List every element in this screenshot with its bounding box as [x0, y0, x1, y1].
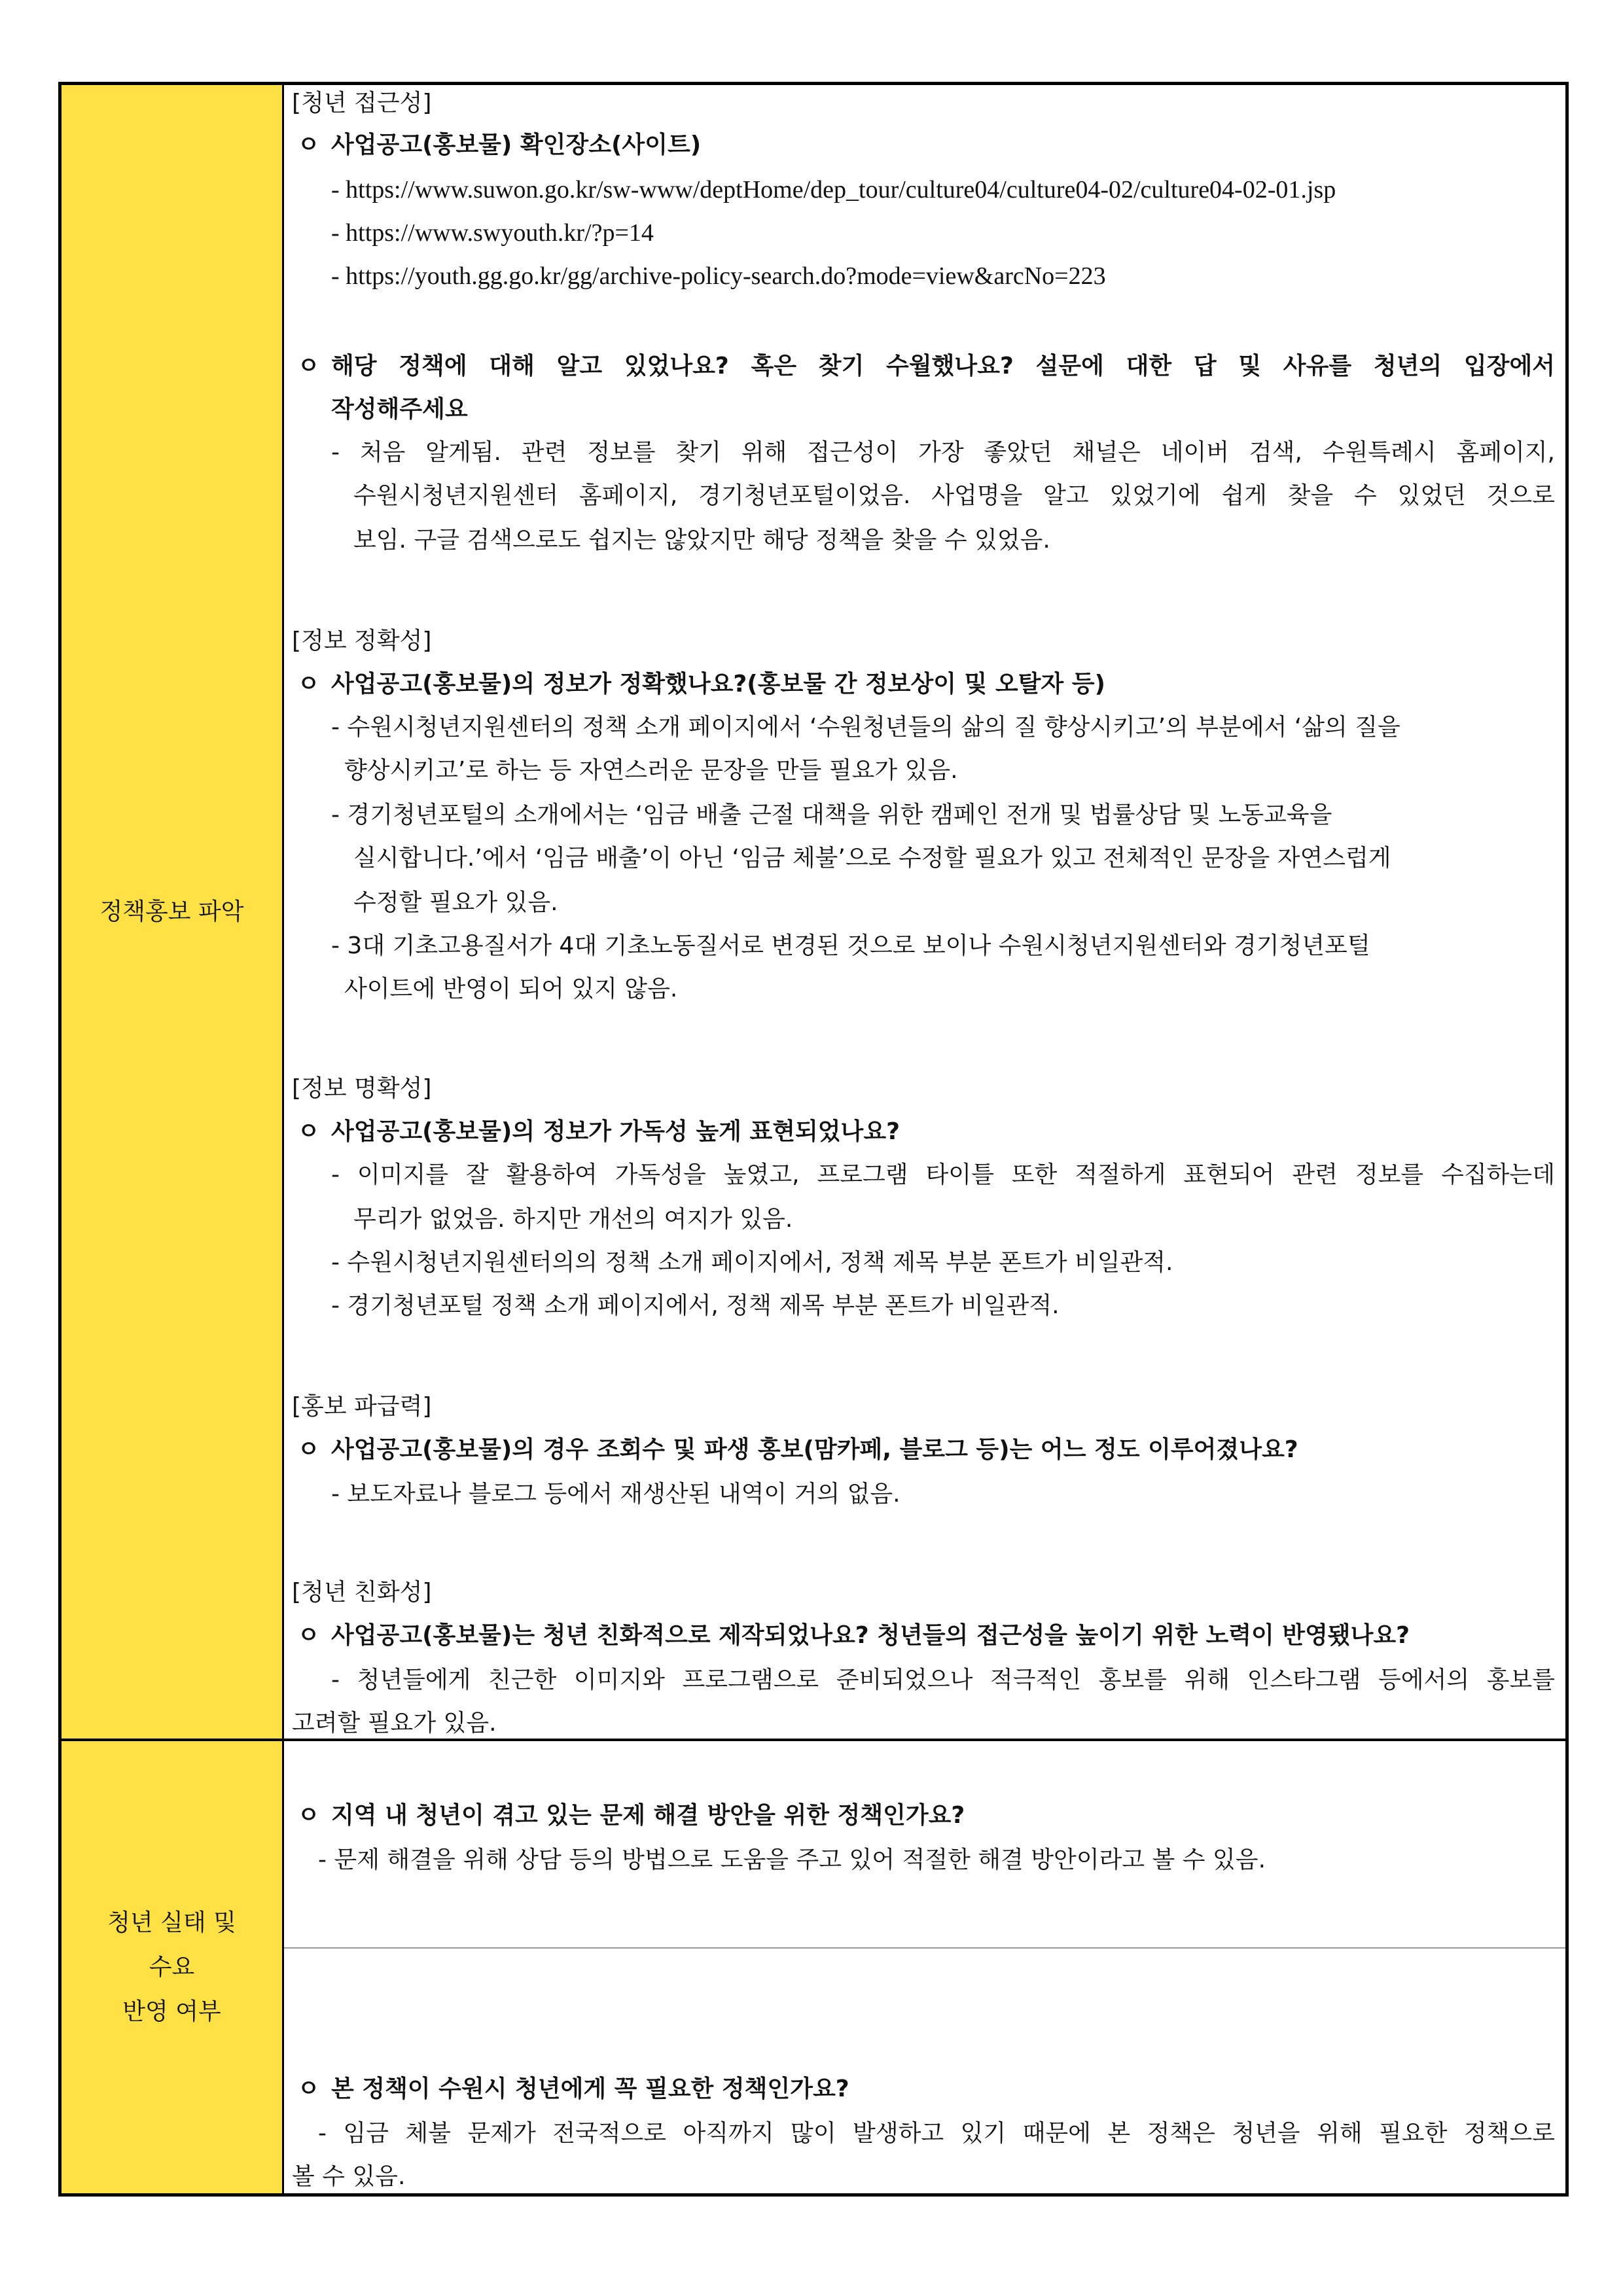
answer-friendliness-line2: 고려할 필요가 있음.: [292, 1710, 497, 1737]
row-label-youth-needs: [62, 1741, 284, 2193]
question-marker: ㅇ: [297, 1802, 320, 1829]
evaluation-table: [58, 82, 1569, 2197]
question-marker: ㅇ: [297, 353, 320, 380]
answer-necessity-line1: - 임금 체불 문제가 전국적으로 아직까지 많이 발생하고 있기 때문에 본 정책은 청년을 위해 필요한 정책으로: [318, 2120, 1555, 2147]
answer-awareness-line2: 수원시청년지원센터 홈페이지, 경기청년포털이었음. 사업명을 알고 있었기에 쉽게 찾을 수 있었던 것으로: [353, 482, 1555, 509]
answer-clarity-line4: - 경기청년포털 정책 소개 페이지에서, 정책 제목 부분 폰트가 비일관적.: [331, 1292, 1060, 1319]
section-heading-accessibility: [청년 접근성]: [292, 90, 432, 116]
question-marker: ㅇ: [297, 1436, 320, 1463]
question-marker: ㅇ: [297, 1118, 320, 1145]
question-site-location: ㅇ 사업공고(홍보물) 확인장소(사이트): [297, 128, 1555, 162]
answer-accuracy-line7: 사이트에 반영이 되어 있지 않음.: [344, 976, 678, 1002]
content-cell-policy-promotion: [284, 85, 1565, 1739]
answer-local-problem: - 문제 해결을 위해 상담 등의 방법으로 도움을 주고 있어 적절한 해결 방안이라고 볼 수 있음.: [318, 1846, 1266, 1873]
answer-accuracy-line5: 수정할 필요가 있음.: [353, 889, 558, 916]
question-clarity: ㅇ 사업공고(홍보물)의 정보가 가독성 높게 표현되었나요?: [297, 1115, 1555, 1149]
table-row-policy-promotion: [62, 85, 1565, 1741]
question-friendliness: ㅇ 사업공고(홍보물)는 청년 친화적으로 제작되었나요? 청년들의 접근성을 높이기 위한 노력이 반영됐나요?: [297, 1619, 1555, 1653]
url-line-suwon: - https://www.suwon.go.kr/sw-www/deptHome/dep_tour/culture04/culture04-02/culture04-02-01.jsp: [331, 176, 1336, 203]
question-marker: ㅇ: [297, 2075, 320, 2102]
url-line-swyouth: - https://www.swyouth.kr/?p=14: [331, 219, 654, 247]
answer-friendliness-line1: - 청년들에게 친근한 이미지와 프로그램으로 준비되었으나 적극적인 홍보를 위해 인스타그램 등에서의 홍보를: [331, 1667, 1555, 1693]
question-marker: ㅇ: [297, 1622, 320, 1649]
answer-awareness-line3: 보임. 구글 검색으로도 쉽지는 않았지만 해당 정책을 찾을 수 있었음.: [353, 527, 1050, 554]
content-cell-youth-needs: [284, 1741, 1565, 2193]
answer-clarity-line1: - 이미지를 잘 활용하여 가독성을 높였고, 프로그램 타이틀 또한 적절하게 표현되어 관련 정보를 수집하는데: [331, 1161, 1555, 1188]
question-local-problem: ㅇ 지역 내 청년이 겪고 있는 문제 해결 방안을 위한 정책인가요?: [297, 1799, 1555, 1833]
answer-accuracy-line3: - 경기청년포털의 소개에서는 ‘임금 배출 근절 대책을 위한 캠페인 전개 및 법률상담 및 노동교육을: [331, 802, 1332, 828]
answer-clarity-line3: - 수원시청년지원센터의의 정책 소개 페이지에서, 정책 제목 부분 폰트가 비일관적.: [331, 1249, 1173, 1276]
question-marker: ㅇ: [297, 671, 320, 698]
row-label-text: 정책홍보 파악: [99, 898, 244, 925]
url-line-gg-youth: - https://youth.gg.go.kr/gg/archive-policy-search.do?mode=view&arcNo=223: [331, 262, 1106, 290]
section-heading-friendliness: [청년 친화성]: [292, 1579, 432, 1606]
section-heading-reach: [홍보 파급력]: [292, 1393, 432, 1420]
question-accuracy: ㅇ 사업공고(홍보물)의 정보가 정확했나요?(홍보물 간 정보상이 및 오탈자 등): [297, 667, 1555, 701]
table-row-youth-needs: [62, 1741, 1565, 2193]
answer-accuracy-line6: - 3대 기초고용질서가 4대 기초노동질서로 변경된 것으로 보이나 수원시청년지원센터와 경기청년포털: [331, 932, 1370, 959]
question-marker: ㅇ: [297, 132, 320, 158]
answer-awareness-line1: - 처음 알게됨. 관련 정보를 찾기 위해 접근성이 가장 좋았던 채널은 네이버 검색, 수원특례시 홈페이지,: [331, 439, 1555, 466]
row-label-line2: 수요: [149, 1953, 195, 1981]
answer-necessity-line2: 볼 수 있음.: [292, 2163, 406, 2190]
question-awareness: ㅇ 해당 정책에 대해 알고 있었나요? 혹은 찾기 수월했나요? 설문에 대한 답 및 사유를 청년의 입장에서: [297, 349, 1555, 383]
question-reach: ㅇ 사업공고(홍보물)의 경우 조회수 및 파생 홍보(맘카페, 블로그 등)는 어느 정도 이루어졌나요?: [297, 1433, 1555, 1467]
answer-accuracy-line1: - 수원시청년지원센터의 정책 소개 페이지에서 ‘수원청년들의 삶의 질 향상시키고’의 부분에서 ‘삶의 질을: [331, 714, 1400, 741]
row-label-line3: 반영 여부: [122, 1998, 221, 2025]
answer-accuracy-line2: 향상시키고’로 하는 등 자연스러운 문장을 만들 필요가 있음.: [344, 757, 958, 784]
answer-accuracy-line4: 실시합니다.’에서 ‘임금 배출’이 아닌 ‘임금 체불’으로 수정할 필요가 있고 전체적인 문장을 자연스럽게: [353, 845, 1391, 872]
answer-reach: - 보도자료나 블로그 등에서 재생산된 내역이 거의 없음.: [331, 1481, 901, 1508]
section-heading-accuracy: [정보 정확성]: [292, 627, 432, 654]
answer-clarity-line2: 무리가 없었음. 하지만 개선의 여지가 있음.: [353, 1206, 793, 1233]
question-necessity: ㅇ 본 정책이 수원시 청년에게 꼭 필요한 정책인가요?: [297, 2072, 1555, 2106]
row-label-line1: 청년 실태 및: [107, 1909, 236, 1936]
row-label-policy-promotion: [62, 85, 284, 1739]
question-awareness-cont: 작성해주세요: [331, 396, 468, 423]
section-heading-clarity: [정보 명확성]: [292, 1075, 432, 1102]
